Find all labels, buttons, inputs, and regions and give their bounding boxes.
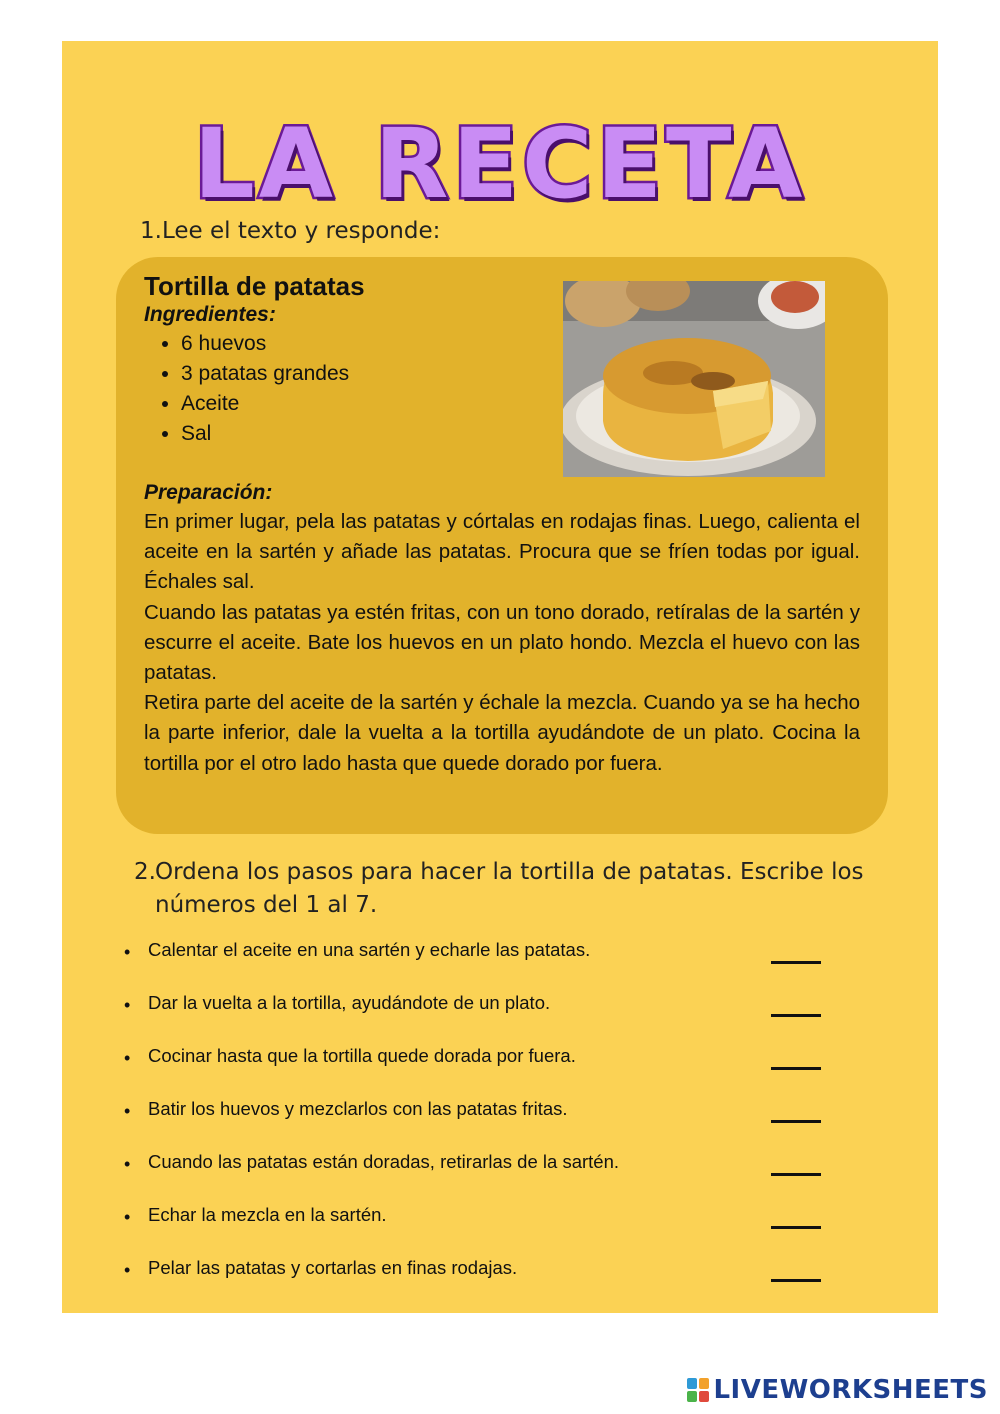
question-2-number: 2. [134, 859, 156, 885]
question-1-prompt: 1.Lee el texto y responde: [140, 218, 441, 244]
list-item [124, 1151, 844, 1191]
step-text: Batir los huevos y mezclarlos con las patatas fritas. [148, 1098, 568, 1119]
answer-blank[interactable] [771, 1173, 821, 1176]
bullet-icon: • [124, 995, 131, 1015]
answer-blank[interactable] [771, 1279, 821, 1282]
liveworksheets-mark-icon [687, 1378, 709, 1402]
ingredients-heading: Ingredientes: [144, 303, 276, 326]
worksheet [62, 41, 938, 1313]
bullet-icon: • [124, 1048, 131, 1068]
tortilla-photo-illustration [563, 281, 825, 477]
ingredient-item: • Sal [181, 419, 860, 449]
bullet-icon: • [124, 942, 131, 962]
step-text: Calentar el aceite en una sartén y echarle las patatas. [148, 939, 591, 960]
preparation-heading: Preparación: [144, 481, 273, 504]
answer-blank[interactable] [771, 1014, 821, 1017]
logo-text: LIVEWORKSHEETS [713, 1375, 988, 1405]
page-title: LA RECETA [193, 108, 807, 220]
list-item [124, 939, 844, 979]
step-text: Dar la vuelta a la tortilla, ayudándote de un plato. [148, 992, 551, 1013]
step-text: Cocinar hasta que la tortilla quede dorada por fuera. [148, 1045, 576, 1066]
answer-blank[interactable] [771, 1120, 821, 1123]
bullet-icon: • [124, 1207, 131, 1227]
answer-blank[interactable] [771, 961, 821, 964]
step-text: Echar la mezcla en la sartén. [148, 1204, 387, 1225]
preparation-paragraph: Cuando las patatas ya estén fritas, con un tono dorado, retíralas de la sartén y escurre el aceite. Bate los huevos en un plato hondo. Mezcla el huevo con las patatas. [144, 600, 860, 685]
list-item [124, 1045, 844, 1085]
question-2-text: Ordena los pasos para hacer la tortilla de patatas. Escribe los números del 1 al 7. [155, 859, 864, 918]
recipe-title: Tortilla de patatas [144, 271, 365, 301]
step-text: Cuando las patatas están doradas, retirarlas de la sartén. [148, 1151, 620, 1172]
tortilla-photo [563, 281, 825, 477]
liveworksheets-logo[interactable] [687, 1373, 988, 1407]
answer-blank[interactable] [771, 1067, 821, 1070]
list-item [124, 1257, 844, 1297]
bullet-icon: • [124, 1260, 131, 1280]
ingredient-item: • Aceite [181, 389, 860, 419]
list-item [124, 1098, 844, 1138]
recipe-card [116, 257, 888, 834]
preparation-paragraph: En primer lugar, pela las patatas y córtalas en rodajas finas. Luego, calienta el aceite en la sartén y añade las patatas. Procura que se fríen todas por igual. Échales sal. [144, 510, 860, 594]
ingredient-item: • 6 huevos [181, 329, 860, 359]
list-item [124, 992, 844, 1032]
question-2-prompt [134, 856, 914, 922]
answer-blank[interactable] [771, 1226, 821, 1229]
bullet-icon: • [124, 1101, 131, 1121]
bullet-icon: • [124, 1154, 131, 1174]
list-item [124, 1204, 844, 1244]
step-text: Pelar las patatas y cortarlas en finas rodajas. [148, 1257, 518, 1278]
ingredient-item: • 3 patatas grandes [181, 359, 860, 389]
preparation-paragraph: Retira parte del aceite de la sartén y échale la mezcla. Cuando ya se ha hecho la parte inferior, dale la vuelta a la tortilla ayudándote de un plato. Cocina la tortilla por el otro lado hasta que quede dorado por fuera. [144, 691, 860, 775]
